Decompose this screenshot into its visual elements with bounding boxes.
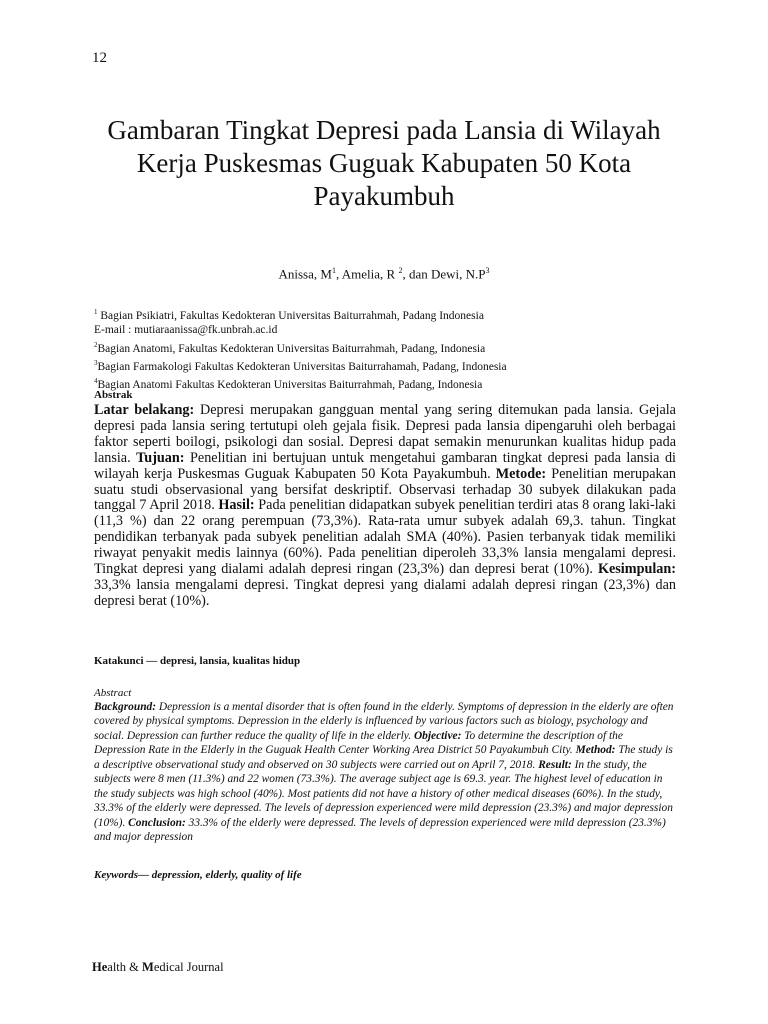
keywords-en: Keywords— depression, elderly, quality of life — [94, 869, 302, 881]
abstract-text: To determine the description of the Depression Rate in the Elderly in the Guguak Health Center Working Area District 50 Payakumbuh City. — [94, 729, 623, 757]
author-name: Amelia, R — [341, 266, 399, 282]
affiliation-text: Bagian Farmakologi Fakultas Kedokteran Universitas Baiturrahamah, Padang, Indonesia — [97, 360, 507, 373]
section-heading: Result: — [538, 758, 575, 771]
author-sup: 3 — [485, 266, 490, 275]
journal-footer — [92, 960, 224, 975]
author-sup: 2 — [398, 266, 403, 275]
affiliation-sup: 3 — [94, 359, 98, 368]
affiliation-row — [94, 356, 684, 374]
affiliation-row — [94, 305, 684, 323]
abstract-text: 33.3% of the elderly were depressed. The levels of depression experienced were mild depression (23.3%) and major depression — [94, 816, 666, 844]
affiliation-text: Bagian Anatomi Fakultas Kedokteran Universitas Baiturrahmah, Padang, Indonesia — [97, 379, 483, 392]
author-separator: , — [335, 266, 342, 282]
section-heading: Latar belakang: — [94, 402, 200, 418]
abstract-text: Penelitian merupakan suatu studi observasional yang bersifat deskriptif. Observasi terhadap 30 subyek dilakukan pada tanggal 7 April 2018. — [94, 465, 677, 514]
abstract-en-label: Abstract — [94, 687, 132, 699]
abstract-text: Depresi merupakan gangguan mental yang sering ditemukan pada lansia. Gejala depresi pada lansia sering tertutupi oleh gejala fisik. Depresi pada lansia dipengaruhi oleh berbagai faktor seperti boilogi, psikologi dan sosial. Depresi dapat semakin menurunkan kualitas hidup pada lansia. — [94, 402, 676, 466]
footer-text: He — [92, 960, 108, 974]
abstract-id-label: Abstrak — [94, 389, 133, 401]
section-heading: Background: — [94, 701, 159, 713]
abstract-text: Depression is a mental disorder that is often found in the elderly. Symptoms of depression in the elderly are often covered by physical symptoms. Depression in the elderly is influenced by various factors such as biology, psychology and social. Depression can further reduce the quality of life in the elderly. — [94, 701, 674, 742]
paper-title: Gambaran Tingkat Depresi pada Lansia di Wilayah Kerja Puskesmas Guguak Kabupaten 50 Kota Payakumbuh — [107, 115, 661, 211]
affiliation-row — [94, 374, 684, 392]
abstract-en-body — [94, 700, 676, 845]
page-number: 12 — [92, 50, 107, 66]
section-heading: Conclusion: — [128, 816, 189, 829]
abstract-text: Pada penelitian didapatkan subyek penelitian terdiri atas 8 orang laki-laki (11,3 %) dan 22 orang perempuan (73,3%). Rata-rata umur subyek adalah 69,3. tahun. Tingkat pendidikan terbanyak pada subyek penelitian adalah SMA (40%). Pasien terbanyak tidak memiliki riwayat penyakit medis lainnya (60%). Pada penelitian diperoleh 33,3% lansia mengalami depresi. Tingkat depresi yang dialami adalah depresi ringan (23,3%) dan depresi berat (10%). — [94, 497, 676, 578]
footer-text: edical Journal — [153, 960, 224, 974]
affiliation-row — [94, 323, 684, 338]
author-name: Dewi, N.P — [430, 266, 486, 282]
abstract-id-body — [94, 403, 676, 610]
author-name: Anissa, M — [278, 266, 332, 282]
author-sup: 1 — [331, 266, 336, 275]
author-list — [0, 266, 768, 282]
section-heading: Objective: — [413, 729, 465, 742]
section-heading: Metode: — [495, 465, 552, 482]
affiliation-list — [94, 305, 684, 393]
section-heading: Method: — [575, 744, 619, 757]
section-heading: Kesimpulan: — [597, 561, 676, 578]
affiliation-sup: 1 — [94, 308, 98, 316]
abstract-text: The study is a descriptive observational study and observed on 30 subjects were carried out on April 7, 2018. — [94, 744, 673, 771]
affiliation-text: Bagian Anatomi, Fakultas Kedokteran Universitas Baiturrahmah, Padang, Indonesia — [97, 342, 486, 355]
affiliation-text: Bagian Psikiatri, Fakultas Kedokteran Universitas Baiturrahmah, Padang Indonesia — [97, 309, 484, 322]
section-heading: Tujuan: — [136, 449, 191, 466]
affiliation-sup: 4 — [94, 377, 98, 386]
abstract-text: 33,3% lansia mengalami depresi. Tingkat depresi yang dialami adalah depresi ringan (23,3%) dan depresi berat (10%). — [94, 576, 676, 609]
section-heading: Hasil: — [218, 497, 259, 514]
affiliation-row — [94, 338, 684, 356]
affiliation-text: E-mail : mutiaraanissa@fk.unbrah.ac.id — [94, 324, 278, 337]
footer-text: alth & — [107, 960, 142, 974]
author-separator: , dan — [402, 266, 431, 282]
affiliation-sup: 2 — [94, 340, 98, 349]
abstract-text: In the study, the subjects were 8 men (11.3%) and 22 women (73.3%). The average subject age is 69.3. year. The highest level of education in the study subjects was high school (40%). Most patients did not have a history of other medical diseases (60%). In the study, 33.3% of the elderly were depressed. The levels of depression experienced were mild depression (23.3%) and major depression (10%). — [94, 758, 673, 829]
abstract-text: Penelitian ini bertujuan untuk mengetahui gambaran tingkat depresi pada lansia di wilayah kerja Puskesmas Guguak Kabupaten 50 Kota Payakumbuh. — [94, 449, 676, 482]
keywords-id: Katakunci — depresi, lansia, kualitas hidup — [94, 655, 301, 667]
footer-text: M — [142, 960, 154, 974]
